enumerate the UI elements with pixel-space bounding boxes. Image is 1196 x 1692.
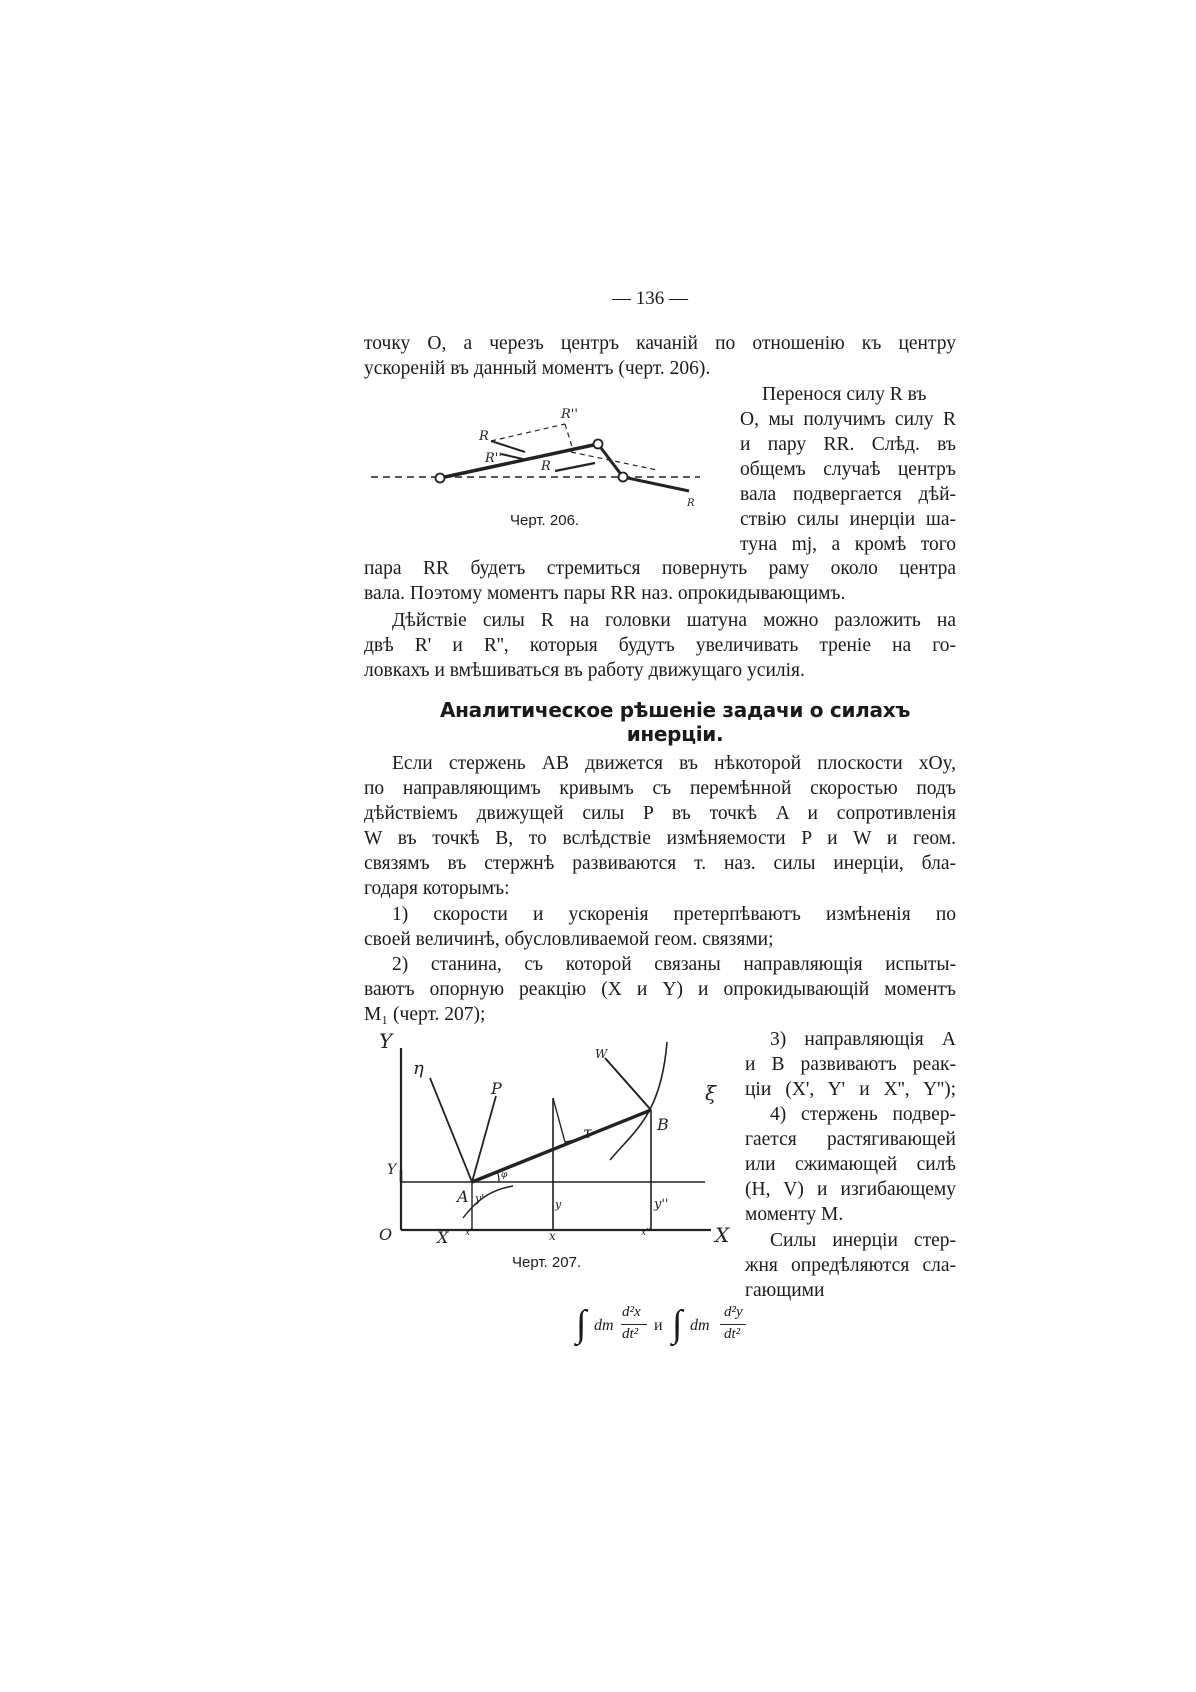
integral-sign-1: ∫: [576, 1303, 587, 1345]
text-line: пара RR будетъ стремиться повернуть раму около центра: [364, 558, 956, 579]
dm-1: dm: [594, 1317, 614, 1334]
text-line: ствію силы инерціи ша-: [740, 509, 956, 530]
label-r-mid: R: [541, 459, 551, 474]
text-line: и пару RR. Слѣд. въ: [740, 434, 956, 455]
label-r-right: R: [687, 498, 695, 509]
conjunction: и: [654, 1317, 663, 1334]
label-r-prime-prime-top: R'': [561, 407, 578, 422]
page-number: — 136 —: [612, 288, 688, 309]
label-eta: η: [413, 1058, 424, 1079]
figure-206: [365, 400, 705, 510]
text-line: 1) скорости и ускоренія претерпѣваютъ измѣненія по: [392, 904, 956, 925]
text-line: своей величинѣ, обусловливаемой геом. связями;: [364, 929, 774, 950]
text-line: 2) станина, съ которой связаны направляющія испыты-: [392, 954, 956, 975]
text-line: гается растягивающей: [745, 1129, 956, 1150]
guide-curve-b: [610, 1042, 667, 1160]
label-tau: τ: [583, 1123, 592, 1142]
text-line: двѣ R' и R'', которыя будутъ увеличивать треніе на го-: [364, 635, 956, 656]
text-line: годаря которымъ:: [364, 878, 510, 899]
pivot-right: [619, 473, 628, 482]
fraction-bar-1: [621, 1324, 647, 1325]
label-a: A: [457, 1187, 469, 1206]
text-line: туна mj, а кромѣ того: [740, 534, 956, 555]
label-origin: O: [379, 1225, 393, 1244]
integral-sign-2: ∫: [672, 1303, 683, 1345]
fraction-bar-2: [720, 1324, 746, 1325]
denominator-1: dt²: [622, 1326, 639, 1342]
text-line: ваютъ опорную реакцію (X и Y) и опрокидывающій моментъ: [364, 979, 956, 1000]
rod-lever: [623, 477, 689, 491]
text-line: Перенося силу R въ: [762, 384, 927, 405]
label-r-prime-prime-mid: R'': [485, 451, 502, 466]
text-line: W въ точкѣ B, то вслѣдствіе измѣняемости P и W и геом.: [364, 828, 956, 849]
text-line: ціи (X', Y' и X'', Y'');: [745, 1079, 956, 1100]
label-y-pp: y'': [654, 1197, 669, 1212]
label-xi: ξ: [705, 1081, 717, 1105]
text-line: ускореній въ данный моментъ (черт. 206).: [364, 358, 711, 379]
text-line: Дѣйствіе силы R на головки шатуна можно разложить на: [392, 610, 956, 631]
label-x-mid: x: [549, 1229, 556, 1243]
text-line: общемъ случаѣ центръ: [740, 459, 956, 480]
label-p: P: [491, 1079, 502, 1098]
text-line: ловкахъ и вмѣшиваться въ работу движущаго усилія.: [364, 660, 805, 681]
force-p: [472, 1096, 496, 1182]
text-line: и B развиваютъ реак-: [745, 1054, 956, 1075]
label-x-axis: X: [715, 1223, 730, 1247]
text-line: (H, V) и изгибающему: [745, 1179, 956, 1200]
text-line: связямъ въ стержнѣ развиваются т. наз. силы инерціи, бла-: [364, 853, 956, 874]
numerator-2: d²y: [724, 1304, 743, 1320]
text-line: Если стержень AB движется въ нѣкоторой плоскости xOy,: [392, 753, 956, 774]
label-y-axis: Y: [379, 1029, 393, 1053]
text-line: точку O, а черезъ центръ качаній по отношенію къ центру: [364, 333, 956, 354]
figure-207-caption: Черт. 207.: [512, 1254, 582, 1271]
text-line: вала. Поэтому моментъ пары RR наз. опрокидывающимъ.: [364, 583, 846, 604]
text-line: гающими: [745, 1280, 825, 1301]
label-x-prime: x': [465, 1228, 473, 1238]
text-line: вала подвергается дѣй-: [740, 484, 956, 505]
label-x-bottom: X: [437, 1228, 449, 1247]
text-line: 4) стержень подвер-: [770, 1104, 956, 1125]
label-r-left: R: [479, 429, 489, 444]
figure-206-caption: Черт. 206.: [510, 512, 580, 529]
guide-curve-a: [463, 1186, 513, 1218]
label-y-left: Y: [387, 1162, 397, 1178]
section-heading: Аналитическое рѣшеніе задачи о силахъ инерціи.: [439, 698, 911, 746]
label-b: B: [657, 1115, 669, 1134]
dm-2: dm: [690, 1317, 710, 1334]
dashed-force-lower: [565, 424, 573, 450]
figure-207: [365, 1029, 735, 1247]
text-line: M₁ (черт. 207);: [364, 1004, 486, 1025]
text-line: или сжимающей силѣ: [745, 1154, 956, 1175]
label-y-prime: y': [475, 1192, 485, 1205]
label-y-mid: y: [555, 1198, 562, 1211]
pivot-left: [436, 474, 445, 483]
force-w: [605, 1058, 651, 1110]
dashed-force-upper: [491, 424, 565, 441]
label-x-pp: x'': [641, 1228, 652, 1238]
text-line: по направляющимъ кривымъ съ перемѣнной скоростью подъ: [364, 778, 956, 799]
text-line: 3) направляющія A: [770, 1029, 956, 1050]
denominator-2: dt²: [724, 1326, 741, 1342]
pivot-top: [594, 440, 603, 449]
text-line: O, мы получимъ силу R: [740, 409, 956, 430]
text-line: жня опредѣляются сла-: [745, 1255, 956, 1276]
text-line: моменту M.: [745, 1204, 844, 1225]
force-arrow-rpp: [501, 454, 523, 459]
rod-ab: [472, 1110, 651, 1182]
label-w: W: [595, 1047, 608, 1061]
force-arrow-mid: [555, 463, 595, 471]
force-eta: [430, 1078, 472, 1182]
text-line: дѣйствіемъ движущей силы P въ точкѣ A и сопротивленія: [364, 803, 956, 824]
formula: [576, 1302, 826, 1358]
text-line: Силы инерціи стер-: [770, 1230, 956, 1251]
normal-tick: [553, 1098, 575, 1142]
label-phi: φ: [501, 1170, 508, 1180]
numerator-1: d²x: [622, 1304, 641, 1320]
